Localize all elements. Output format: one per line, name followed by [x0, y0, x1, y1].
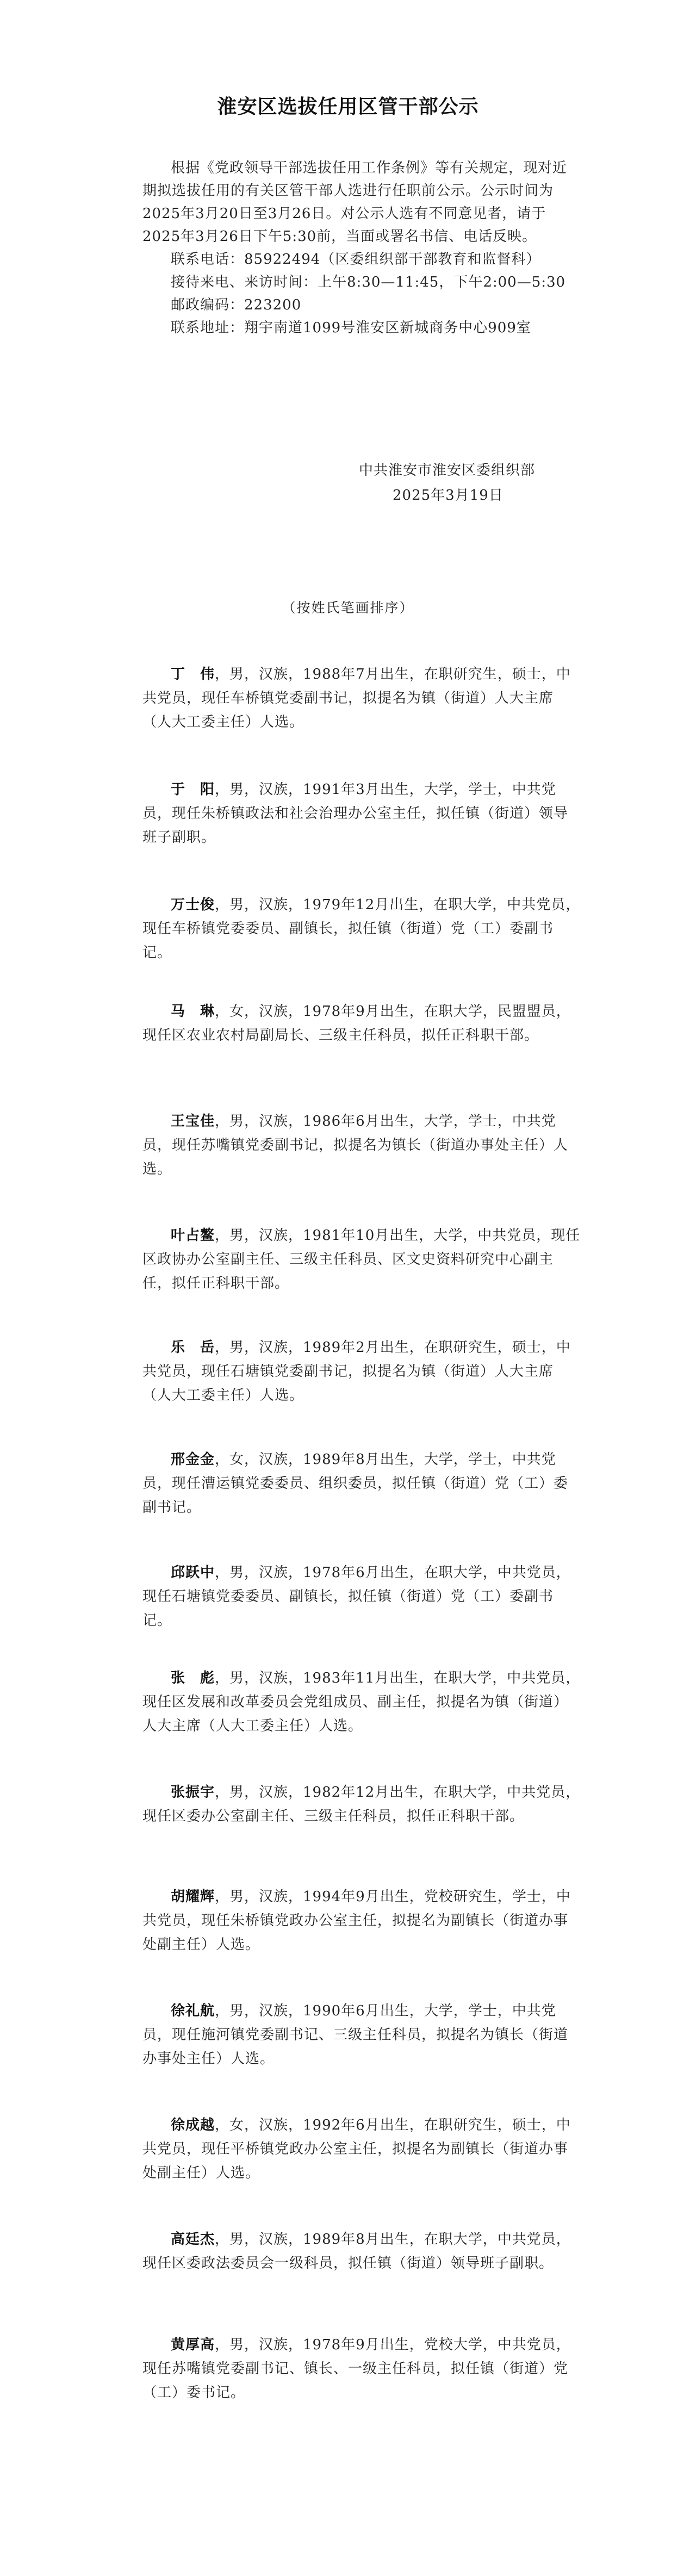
candidate-name: 张振宇	[171, 1784, 215, 1801]
candidate-entry	[142, 2113, 581, 2185]
candidate-entry	[142, 1224, 581, 1295]
candidate-entry	[142, 2333, 581, 2405]
signature-org: 中共淮安市淮安区委组织部	[359, 462, 536, 479]
candidate-name: 万士俊	[171, 897, 215, 913]
candidate-details: ，男，汉族，1986年6月出生，大学，学士，中共党员，现任苏嘴镇党委副书记，拟提名为镇长（街道办事处主任）人选。	[142, 1113, 569, 1177]
candidate-details: ，男，汉族，1978年6月出生，在职大学，中共党员，现任石塘镇党委委员、副镇长，拟任镇（街道）党（工）委副书记。	[142, 1565, 571, 1629]
candidate-name: 徐成越	[171, 2117, 215, 2133]
candidate-details: ，男，汉族，1990年6月出生，大学，学士，中共党员，现任施河镇党委副书记、三级主任科员，拟提名为镇长（街道办事处主任）人选。	[142, 2003, 569, 2067]
candidate-details: ，男，汉族，1988年7月出生，在职研究生，硕士，中共党员，现任车桥镇党委副书记，拟提名为镇（街道）人大主席（人大工委主任）人选。	[142, 666, 571, 730]
candidate-entry	[142, 893, 581, 965]
intro-paragraph: 根据《党政领导干部选拔任用工作条例》等有关规定，现对近期拟选拔任用的有关区管干部人选进行任职前公示。公示时间为2025年3月20日至3月26日。对公示人选有不同意见者，请于2025年3月26日下午5:30前，当面或署名书信、电话反映。	[142, 160, 568, 245]
intro-section	[142, 157, 581, 339]
candidate-details: ，男，汉族，1978年9月出生，党校大学，中共党员，现任苏嘴镇党委副书记、镇长、一级主任科员，拟任镇（街道）党（工）委书记。	[142, 2337, 571, 2401]
candidate-details: ，男，汉族，1989年2月出生，在职研究生，硕士，中共党员，现任石塘镇党委副书记，拟提名为镇（街道）人大主席（人大工委主任）人选。	[142, 1339, 571, 1404]
signature-block	[359, 458, 587, 508]
order-note: （按姓氏笔画排序）	[282, 600, 414, 616]
candidate-entry	[142, 662, 581, 734]
candidate-details: ，女，汉族，1989年8月出生，大学，学士，中共党员，现任漕运镇党委委员、组织委员，拟任镇（街道）党（工）委副书记。	[142, 1451, 569, 1516]
candidate-name: 邢金金	[171, 1451, 215, 1468]
candidate-details: ，男，汉族，1991年3月出生，大学，学士，中共党员，现任朱桥镇政法和社会治理办公室主任，拟任镇（街道）领导班子副职。	[142, 781, 569, 846]
candidate-entry	[142, 778, 581, 849]
candidate-name: 马 琳	[171, 1003, 215, 1020]
candidate-name: 于 阳	[171, 781, 215, 798]
postcode: 邮政编码：223200	[171, 297, 302, 313]
candidate-entry	[142, 1109, 581, 1181]
candidate-name: 丁 伟	[171, 666, 215, 682]
reception-hours: 接待来电、来访时间：上午8:30—11:45，下午2:00—5:30	[171, 274, 566, 290]
candidate-details: ，男，汉族，1982年12月出生，在职大学，中共党员，现任区委办公室副主任、三级主任科员，拟任正科职干部。	[142, 1784, 581, 1824]
candidate-name: 黄厚高	[171, 2337, 215, 2353]
candidate-entry	[142, 1780, 581, 1828]
candidate-name: 徐礼航	[171, 2003, 215, 2019]
candidate-entry	[142, 1666, 581, 1738]
candidate-details: ，女，汉族，1992年6月出生，在职研究生，硕士，中共党员，现任平桥镇党政办公室主任，拟提名为副镇长（街道办事处副主任）人选。	[142, 2117, 571, 2181]
candidate-entry	[142, 2227, 581, 2275]
candidate-name: 王宝佳	[171, 1113, 215, 1129]
candidate-name: 叶占鳌	[171, 1227, 215, 1244]
candidate-entry	[142, 1999, 581, 2071]
candidate-details: ，女，汉族，1978年9月出生，在职大学，民盟盟员，现任区农业农村局副局长、三级主任科员，拟任正科职干部。	[142, 1003, 571, 1044]
candidate-entry	[142, 1336, 581, 1407]
page-title: 淮安区选拔任用区管干部公示	[217, 96, 479, 118]
candidate-name: 乐 岳	[171, 1339, 215, 1356]
candidate-name: 邱跃中	[171, 1565, 215, 1581]
candidate-entry	[142, 1000, 581, 1047]
candidate-details: ，男，汉族，1981年10月出生，大学，中共党员，现任区政协办公室副主任、三级主任科员、区文史资料研究中心副主任，拟任正科职干部。	[142, 1227, 581, 1292]
candidate-name: 张 彪	[171, 1670, 215, 1686]
contact-phone: 联系电话：85922494（区委组织部干部教育和监督科）	[171, 251, 541, 268]
candidate-details: ，男，汉族，1989年8月出生，在职大学，中共党员，现任区委政法委员会一级科员，拟任镇（街道）领导班子副职。	[142, 2231, 571, 2271]
candidate-details: ，男，汉族，1983年11月出生，在职大学，中共党员，现任区发展和改革委员会党组成员、副主任，拟提名为镇（街道）人大主席（人大工委主任）人选。	[142, 1670, 581, 1734]
candidate-details: ，男，汉族，1994年9月出生，党校研究生，学士，中共党员，现任朱桥镇党政办公室主任，拟提名为副镇长（街道办事处副主任）人选。	[142, 1889, 571, 1953]
candidate-name: 高廷杰	[171, 2231, 215, 2248]
candidate-entry	[142, 1885, 581, 1957]
contact-address: 联系地址：翔宇南道1099号淮安区新城商务中心909室	[171, 320, 531, 336]
candidate-details: ，男，汉族，1979年12月出生，在职大学，中共党员，现任车桥镇党委委员、副镇长，拟任镇（街道）党（工）委副书记。	[142, 897, 581, 961]
candidate-entry	[142, 1448, 581, 1519]
candidate-name: 胡耀辉	[171, 1889, 215, 1905]
candidate-entry	[142, 1561, 581, 1632]
signature-date: 2025年3月19日	[393, 487, 504, 504]
